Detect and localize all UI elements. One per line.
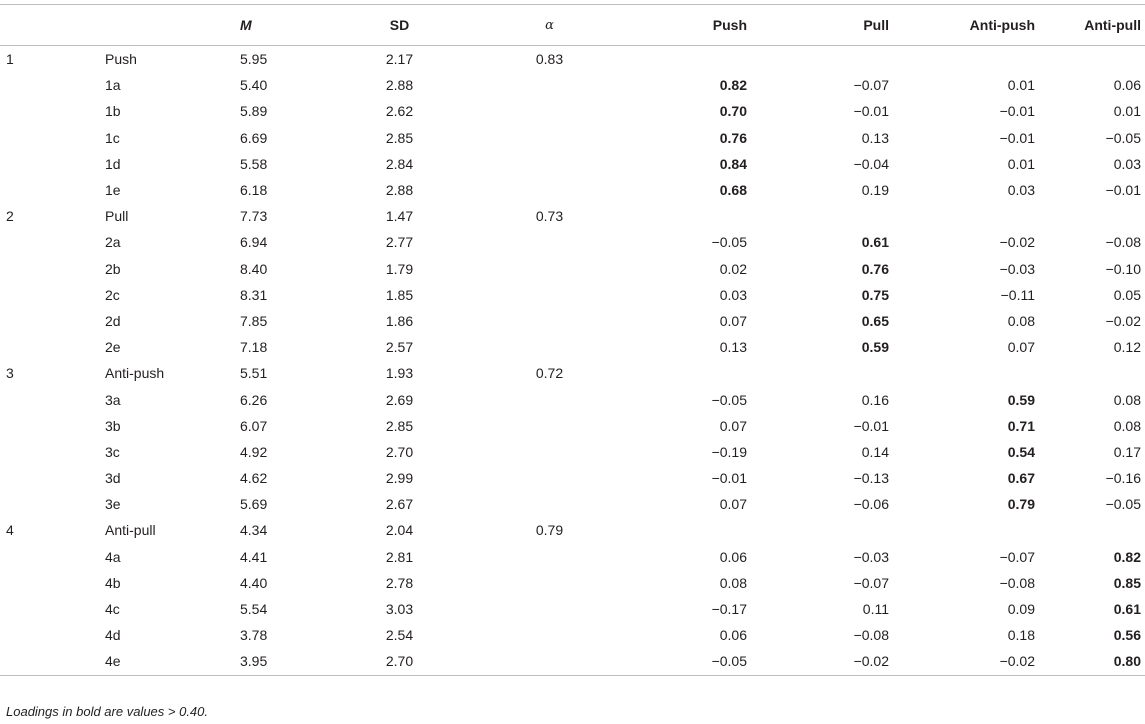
cell-number (0, 386, 97, 412)
table-row (0, 256, 1145, 282)
cell-push: 0.06 (719, 548, 747, 565)
cell-anti-push: 0.67 (1007, 470, 1035, 487)
cell-mean: 4.34 (240, 522, 268, 539)
cell-item: 4a (105, 548, 121, 565)
cell-mean: 4.41 (240, 548, 268, 565)
cell-sd: 1.47 (385, 208, 414, 225)
cell-push: −0.05 (711, 391, 747, 408)
cell-anti-pull: 0.61 (1113, 601, 1141, 618)
cell-pull: 0.75 (861, 286, 889, 303)
cell-pull: 0.16 (861, 391, 889, 408)
cell-mean: 3.95 (240, 648, 332, 675)
cell-sd: 2.85 (385, 129, 414, 146)
cell-pull: 0.65 (861, 312, 889, 329)
cell-mean: 6.94 (240, 234, 268, 251)
header-alpha: α (467, 5, 632, 46)
cell-pull: −0.08 (853, 627, 889, 644)
cell-sd: 2.04 (385, 522, 414, 539)
cell-mean: 7.18 (240, 339, 268, 356)
cell-push: 0.76 (719, 129, 747, 146)
cell-mean: 5.51 (240, 365, 268, 382)
cell-push: 0.03 (719, 286, 747, 303)
cell-mean: 5.69 (240, 496, 268, 513)
table-row (0, 439, 1145, 465)
cell-anti-push: −0.03 (999, 260, 1035, 277)
cell-push (632, 203, 787, 229)
cell-alpha (467, 413, 632, 439)
cell-item: 1e (105, 182, 121, 199)
cell-anti-pull: 0.05 (1113, 286, 1141, 303)
cell-alpha (467, 596, 632, 622)
cell-item: 1b (105, 103, 121, 120)
cell-push: 0.07 (719, 417, 747, 434)
header-mean: M (240, 5, 332, 46)
cell-push: 0.68 (719, 182, 747, 199)
cell-sd: 2.84 (385, 155, 414, 172)
cell-mean: 6.26 (240, 391, 268, 408)
cell-alpha (467, 72, 632, 98)
cell-pull: 0.19 (861, 182, 889, 199)
table-row (0, 465, 1145, 491)
cell-pull: −0.07 (853, 77, 889, 94)
cell-number (0, 465, 97, 491)
cell-mean: 6.69 (240, 129, 268, 146)
cell-number (0, 98, 97, 124)
cell-alpha (467, 256, 632, 282)
cell-mean: 5.54 (240, 601, 268, 618)
cell-anti-pull: 0.12 (1113, 339, 1141, 356)
table-row (0, 151, 1145, 177)
cell-alpha (467, 465, 632, 491)
cell-number (0, 544, 97, 570)
cell-item: 3c (105, 443, 120, 460)
cell-item: 4d (105, 627, 121, 644)
cell-sd: 2.17 (385, 51, 414, 68)
cell-alpha (467, 622, 632, 648)
header-push: Push (632, 5, 787, 46)
cell-item: 3d (105, 470, 121, 487)
header-number (0, 5, 97, 46)
cell-number (0, 72, 97, 98)
cell-alpha (467, 151, 632, 177)
cell-number (0, 648, 97, 675)
cell-pull: −0.03 (853, 548, 889, 565)
cell-push (632, 517, 787, 543)
cell-number (0, 439, 97, 465)
cell-alpha: 0.79 (535, 522, 564, 539)
cell-sd: 1.93 (385, 365, 414, 382)
cell-mean: 8.40 (240, 260, 268, 277)
cell-item: 2e (105, 339, 121, 356)
cell-item: 2d (105, 312, 121, 329)
cell-anti-pull: 0.82 (1113, 548, 1141, 565)
table-row (0, 125, 1145, 151)
table-body (0, 46, 1145, 676)
cell-mean: 3.78 (240, 627, 268, 644)
cell-item: Push (105, 51, 137, 68)
cell-pull: −0.01 (853, 103, 889, 120)
cell-anti-push: 0.18 (1007, 627, 1035, 644)
cell-sd: 2.62 (385, 103, 414, 120)
cell-item: 1d (105, 155, 121, 172)
cell-push: 0.70 (719, 103, 747, 120)
cell-sd: 2.78 (385, 574, 414, 591)
cell-sd: 1.85 (385, 286, 414, 303)
cell-item: 2a (105, 234, 121, 251)
cell-sd: 2.70 (332, 648, 467, 675)
cell-anti-pull: −0.08 (1105, 234, 1141, 251)
cell-push: 0.02 (719, 260, 747, 277)
cell-mean: 8.31 (240, 286, 268, 303)
cell-alpha (467, 648, 632, 675)
cell-anti-pull: 0.01 (1113, 103, 1141, 120)
cell-item: 2c (105, 286, 120, 303)
cell-anti-push (929, 517, 1069, 543)
cell-anti-push: −0.02 (999, 234, 1035, 251)
cell-push (632, 46, 787, 73)
cell-anti-pull: −0.10 (1105, 260, 1141, 277)
cell-anti-push: 0.09 (1007, 601, 1035, 618)
cell-sd: 2.77 (385, 234, 414, 251)
cell-push: 0.07 (719, 496, 747, 513)
cell-sd: 2.81 (385, 548, 414, 565)
cell-anti-push (929, 203, 1069, 229)
header-sd: SD (332, 5, 467, 46)
table-row (0, 360, 1145, 386)
cell-push: 0.06 (719, 627, 747, 644)
table-row (0, 596, 1145, 622)
cell-anti-push: 0.59 (1007, 391, 1035, 408)
cell-item: 3e (105, 496, 121, 513)
cell-sd: 2.88 (385, 182, 414, 199)
header-row (0, 5, 1145, 46)
cell-anti-pull: −0.05 (1105, 129, 1141, 146)
cell-anti-pull (1069, 203, 1145, 229)
cell-pull: −0.06 (853, 496, 889, 513)
cell-pull: 0.13 (861, 129, 889, 146)
cell-push: −0.17 (711, 601, 747, 618)
cell-sd: 2.99 (385, 470, 414, 487)
table-header (0, 5, 1145, 46)
cell-push: −0.05 (632, 648, 787, 675)
cell-item: Anti-pull (105, 522, 156, 539)
cell-alpha (467, 544, 632, 570)
cell-number (0, 256, 97, 282)
cell-pull: 0.76 (861, 260, 889, 277)
table-row (0, 413, 1145, 439)
cell-anti-push: 0.71 (1007, 417, 1035, 434)
cell-item: Pull (105, 208, 129, 225)
cell-sd: 1.86 (385, 312, 414, 329)
header-pull: Pull (787, 5, 929, 46)
table-row (0, 622, 1145, 648)
cell-number (0, 125, 97, 151)
cell-number (0, 622, 97, 648)
cell-anti-push: −0.07 (999, 548, 1035, 565)
cell-number: 1 (6, 51, 14, 68)
cell-sd: 2.69 (385, 391, 414, 408)
cell-anti-push: −0.01 (999, 103, 1035, 120)
cell-alpha (467, 125, 632, 151)
cell-pull (787, 46, 929, 73)
table-row (0, 308, 1145, 334)
cell-anti-push: 0.08 (1007, 312, 1035, 329)
cell-pull: 0.61 (861, 234, 889, 251)
cell-anti-pull: 0.56 (1113, 627, 1141, 644)
cell-anti-push: −0.08 (999, 574, 1035, 591)
header-anti-pull: Anti-pull (1069, 5, 1145, 46)
cell-mean: 4.62 (240, 470, 268, 487)
cell-push: 0.08 (719, 574, 747, 591)
table-row (0, 648, 1145, 675)
cell-anti-pull: 0.03 (1113, 155, 1141, 172)
cell-mean: 7.73 (240, 208, 268, 225)
cell-alpha: 0.72 (535, 365, 564, 382)
cell-mean: 5.95 (240, 51, 268, 68)
table-row (0, 98, 1145, 124)
cell-alpha (467, 282, 632, 308)
cell-item: 1a (105, 77, 121, 94)
factor-loadings-table (0, 4, 1145, 676)
cell-number (0, 229, 97, 255)
cell-push: 0.13 (719, 339, 747, 356)
cell-pull: −0.13 (853, 470, 889, 487)
cell-push (632, 360, 787, 386)
cell-push: −0.19 (711, 443, 747, 460)
cell-anti-push (929, 46, 1069, 73)
cell-sd: 2.85 (385, 417, 414, 434)
table-row (0, 177, 1145, 203)
cell-anti-push: −0.11 (1000, 286, 1035, 303)
cell-anti-pull: 0.08 (1113, 417, 1141, 434)
cell-alpha (467, 439, 632, 465)
cell-item: 2b (105, 260, 121, 277)
table-footnote: Loadings in bold are values > 0.40. (6, 704, 209, 719)
cell-alpha (467, 491, 632, 517)
cell-number (0, 596, 97, 622)
cell-anti-pull: −0.01 (1105, 182, 1141, 199)
cell-anti-pull: −0.02 (1105, 312, 1141, 329)
cell-anti-pull: 0.06 (1113, 77, 1141, 94)
cell-push: −0.05 (711, 234, 747, 251)
table-row (0, 46, 1145, 73)
cell-push: 0.82 (719, 77, 747, 94)
cell-pull: −0.07 (853, 574, 889, 591)
cell-anti-pull: 0.08 (1113, 391, 1141, 408)
cell-number (0, 413, 97, 439)
cell-pull: 0.11 (862, 601, 889, 618)
cell-number: 4 (6, 522, 14, 539)
cell-anti-push: 0.07 (1007, 339, 1035, 356)
cell-sd: 2.57 (385, 339, 414, 356)
cell-mean: 5.89 (240, 103, 268, 120)
table-row (0, 282, 1145, 308)
cell-anti-pull (1069, 46, 1145, 73)
cell-pull (787, 203, 929, 229)
cell-anti-pull: −0.16 (1105, 470, 1141, 487)
cell-anti-push: 0.03 (1007, 182, 1035, 199)
cell-pull: −0.02 (787, 648, 929, 675)
table-row (0, 491, 1145, 517)
cell-pull: 0.14 (861, 443, 889, 460)
cell-number (0, 570, 97, 596)
cell-alpha (467, 177, 632, 203)
cell-pull (787, 517, 929, 543)
cell-anti-push: −0.02 (929, 648, 1069, 675)
cell-sd: 2.54 (385, 627, 414, 644)
table-row (0, 517, 1145, 543)
cell-pull: −0.04 (853, 155, 889, 172)
cell-sd: 3.03 (385, 601, 414, 618)
cell-mean: 7.85 (240, 312, 268, 329)
cell-pull: −0.01 (853, 417, 889, 434)
table-row (0, 544, 1145, 570)
cell-item: 4b (105, 574, 121, 591)
cell-anti-push: −0.01 (999, 129, 1035, 146)
cell-anti-pull (1069, 517, 1145, 543)
table-row (0, 229, 1145, 255)
cell-number (0, 308, 97, 334)
cell-alpha: 0.73 (535, 208, 564, 225)
cell-anti-pull: 0.80 (1069, 648, 1145, 675)
cell-anti-push (929, 360, 1069, 386)
cell-number (0, 491, 97, 517)
cell-anti-push: 0.01 (1007, 77, 1035, 94)
cell-item: 4e (97, 648, 240, 675)
table-row (0, 386, 1145, 412)
cell-anti-pull: −0.05 (1105, 496, 1141, 513)
cell-item: 3b (105, 417, 121, 434)
header-anti-push: Anti-push (929, 5, 1069, 46)
cell-anti-push: 0.01 (1007, 155, 1035, 172)
cell-number (0, 151, 97, 177)
cell-anti-push: 0.79 (1007, 496, 1035, 513)
cell-alpha (467, 98, 632, 124)
table-row (0, 72, 1145, 98)
cell-item: 1c (105, 129, 120, 146)
cell-item: Anti-push (105, 365, 165, 382)
cell-number (0, 334, 97, 360)
cell-sd: 2.67 (385, 496, 414, 513)
cell-mean: 5.40 (240, 77, 268, 94)
cell-alpha (467, 308, 632, 334)
cell-alpha (467, 229, 632, 255)
cell-anti-pull: 0.85 (1113, 574, 1141, 591)
cell-item: 3a (105, 391, 121, 408)
cell-sd: 1.79 (385, 260, 414, 277)
cell-number (0, 177, 97, 203)
cell-number (0, 282, 97, 308)
cell-pull (787, 360, 929, 386)
table-row (0, 334, 1145, 360)
cell-mean: 6.18 (240, 182, 268, 199)
cell-alpha (467, 570, 632, 596)
cell-anti-pull: 0.17 (1113, 443, 1141, 460)
cell-mean: 6.07 (240, 417, 268, 434)
cell-item: 4c (105, 601, 120, 618)
cell-number: 2 (6, 208, 14, 225)
cell-push: 0.84 (719, 155, 747, 172)
cell-alpha: 0.83 (535, 51, 564, 68)
header-item (97, 5, 240, 46)
cell-mean: 4.40 (240, 574, 268, 591)
cell-anti-pull (1069, 360, 1145, 386)
cell-mean: 5.58 (240, 155, 268, 172)
cell-anti-push: 0.54 (1007, 443, 1035, 460)
table-row (0, 570, 1145, 596)
table-row (0, 203, 1145, 229)
cell-alpha (467, 334, 632, 360)
cell-mean: 4.92 (240, 443, 268, 460)
cell-alpha (467, 386, 632, 412)
cell-number: 3 (6, 365, 14, 382)
cell-sd: 2.70 (385, 443, 414, 460)
cell-pull: 0.59 (861, 339, 889, 356)
cell-sd: 2.88 (385, 77, 414, 94)
cell-push: 0.07 (719, 312, 747, 329)
cell-push: −0.01 (711, 470, 747, 487)
